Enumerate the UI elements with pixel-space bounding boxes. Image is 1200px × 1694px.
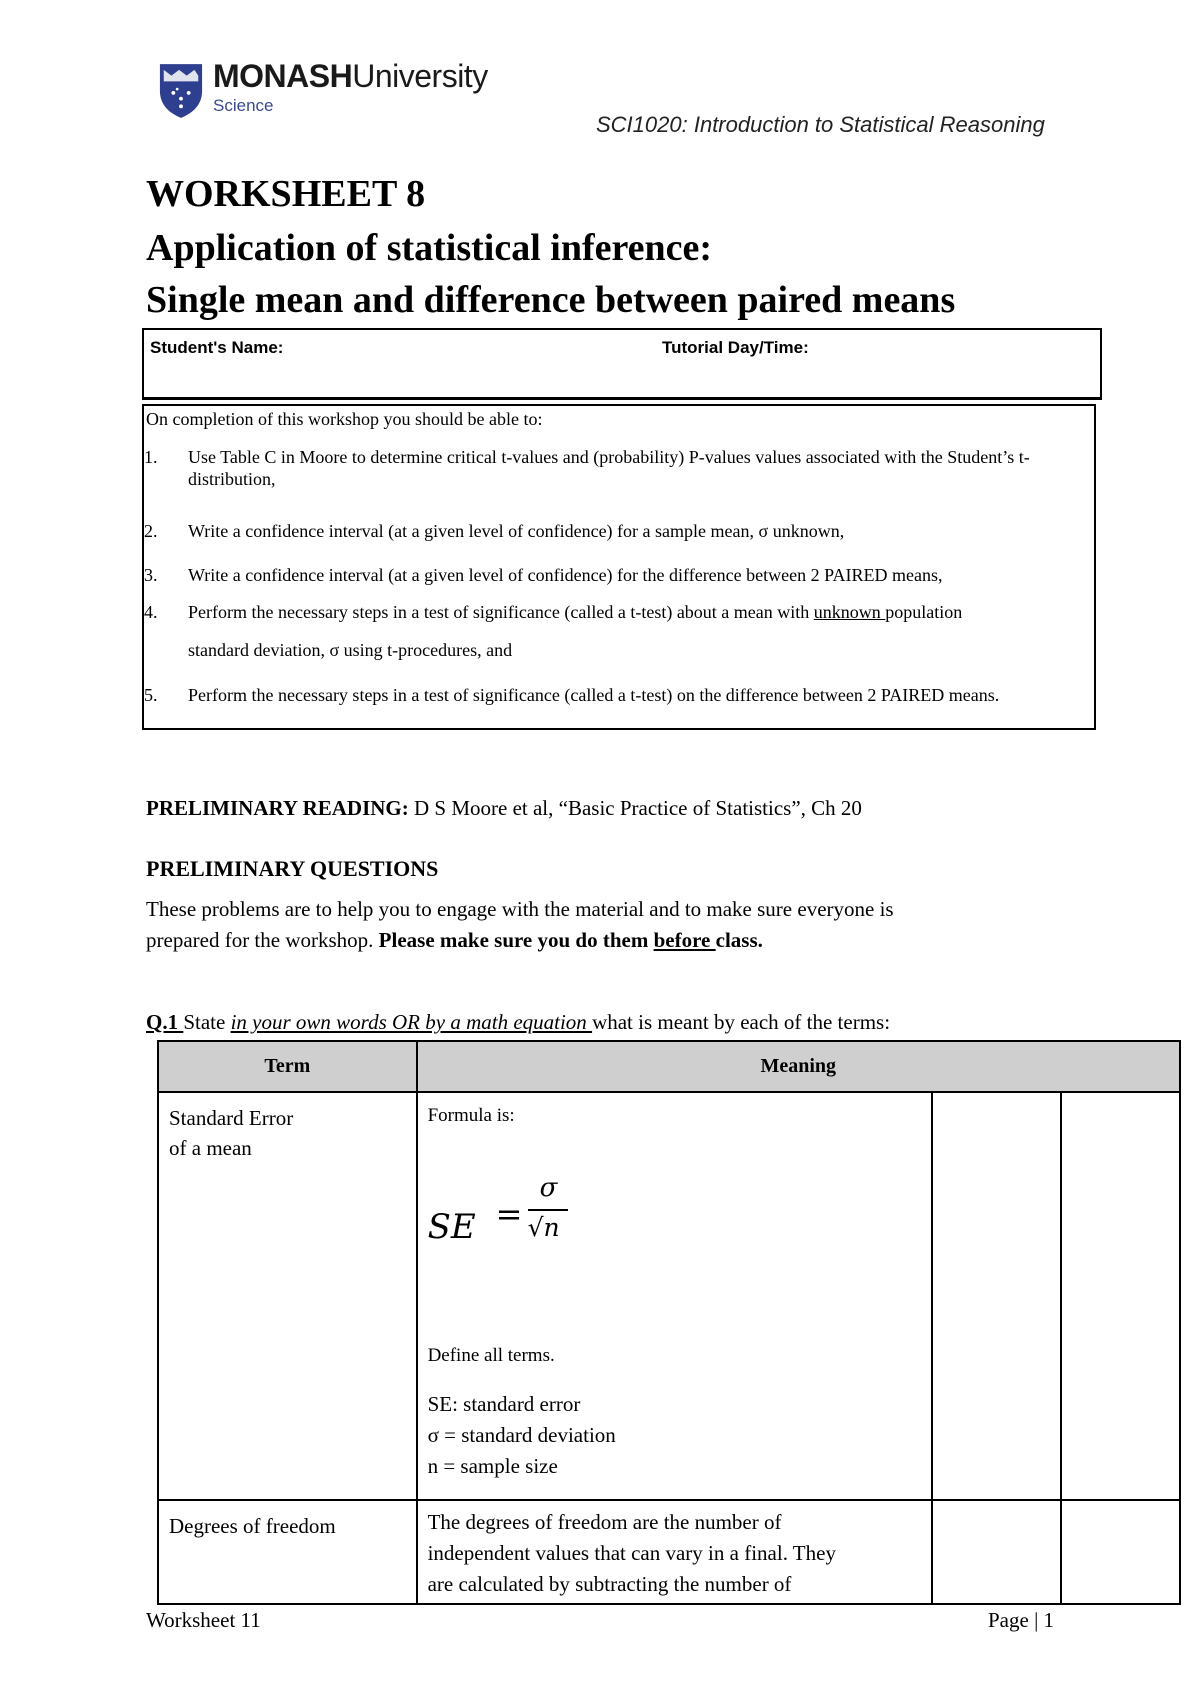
objective-number: 2. bbox=[144, 521, 158, 541]
formula-equals: = bbox=[495, 1195, 523, 1233]
definition-line: n = sample size bbox=[427, 1454, 558, 1478]
logo-subtitle: Science bbox=[213, 96, 274, 115]
questions-intro-line2: prepared for the workshop. Please make sure you do them before class. bbox=[146, 928, 763, 952]
meaning-column-header: Meaning bbox=[417, 1041, 1180, 1092]
question-1-prompt: Q.1 State in your own words OR by a math equation what is meant by each of the terms: bbox=[146, 1010, 891, 1034]
objective-text: Perform the necessary steps in a test of significance (called a t-test) on the difference between 2 PAIRED means. bbox=[188, 685, 1000, 705]
term-cell bbox=[158, 1092, 417, 1500]
formula-numerator: σ bbox=[539, 1173, 558, 1203]
objectives-intro: On completion of this workshop you should be able to: bbox=[146, 409, 543, 429]
objective-number: 4. bbox=[144, 602, 158, 622]
preliminary-reading: PRELIMINARY READING: D S Moore et al, “Basic Practice of Statistics”, Ch 20 bbox=[146, 796, 862, 820]
se-formula bbox=[428, 1173, 921, 1283]
formula-label: Formula is: bbox=[427, 1105, 515, 1126]
course-title: SCI1020: Introduction to Statistical Reasoning bbox=[596, 112, 1045, 137]
fraction-bar bbox=[528, 1209, 568, 1211]
objective-number: 3. bbox=[144, 565, 158, 585]
meaning-cell bbox=[417, 1500, 932, 1604]
blank-cell bbox=[932, 1500, 1062, 1604]
meaning-line: are calculated by subtracting the number of bbox=[427, 1572, 792, 1596]
blank-cell bbox=[932, 1092, 1062, 1500]
definition-line: SE: standard error bbox=[427, 1392, 581, 1416]
objective-text: Use Table C in Moore to determine critical t-values and (probability) P-values values associated with the Student’s t-distribution, bbox=[188, 447, 1030, 489]
worksheet-subtitle-2: Single mean and difference between paired means bbox=[146, 279, 956, 321]
objective-text: Write a confidence interval (at a given level of confidence) for a sample mean, σ unknown, bbox=[188, 521, 845, 541]
definition-line: σ = standard deviation bbox=[427, 1423, 616, 1447]
term-column-header: Term bbox=[158, 1041, 417, 1092]
logo-wordmark: MONASHUniversity bbox=[213, 58, 488, 94]
formula-lhs: SE bbox=[427, 1207, 476, 1247]
term-text: Standard Error bbox=[169, 1106, 294, 1130]
student-name-label: Student's Name: bbox=[150, 338, 284, 357]
objective-number: 1. bbox=[144, 447, 158, 467]
blank-cell bbox=[1061, 1092, 1180, 1500]
term-text: Degrees of freedom bbox=[169, 1514, 336, 1538]
objective-text: Write a confidence interval (at a given level of confidence) for the difference between 2 PAIRED means, bbox=[188, 565, 943, 585]
meaning-line: independent values that can vary in a final. They bbox=[427, 1541, 836, 1565]
questions-intro-line1: These problems are to help you to engage with the material and to make sure everyone is bbox=[146, 897, 894, 921]
footer-left: Worksheet 11 bbox=[146, 1608, 261, 1632]
term-cell bbox=[158, 1500, 417, 1604]
page-number: Page | 1 bbox=[988, 1608, 1055, 1632]
objective-text-continued: standard deviation, σ using t-procedures, and bbox=[188, 640, 513, 660]
worksheet-title: WORKSHEET 8 bbox=[146, 173, 426, 215]
objective-text: Perform the necessary steps in a test of significance (called a t-test) about a mean with unknown population bbox=[188, 602, 963, 622]
meaning-line: The degrees of freedom are the number of bbox=[427, 1510, 782, 1534]
term-text: of a mean bbox=[169, 1136, 252, 1160]
formula-denominator: √n bbox=[527, 1213, 560, 1242]
worksheet-subtitle-1: Application of statistical inference: bbox=[146, 227, 713, 269]
monash-crest-logo bbox=[158, 62, 204, 120]
preliminary-questions-heading: PRELIMINARY QUESTIONS bbox=[146, 856, 439, 881]
blank-cell bbox=[1061, 1500, 1180, 1604]
objective-number: 5. bbox=[144, 685, 158, 705]
terms-table bbox=[157, 1040, 1181, 1605]
meaning-cell bbox=[417, 1092, 932, 1500]
tutorial-time-label: Tutorial Day/Time: bbox=[662, 338, 809, 357]
student-info-box bbox=[142, 328, 1102, 400]
define-instruction: Define all terms. bbox=[427, 1345, 555, 1366]
